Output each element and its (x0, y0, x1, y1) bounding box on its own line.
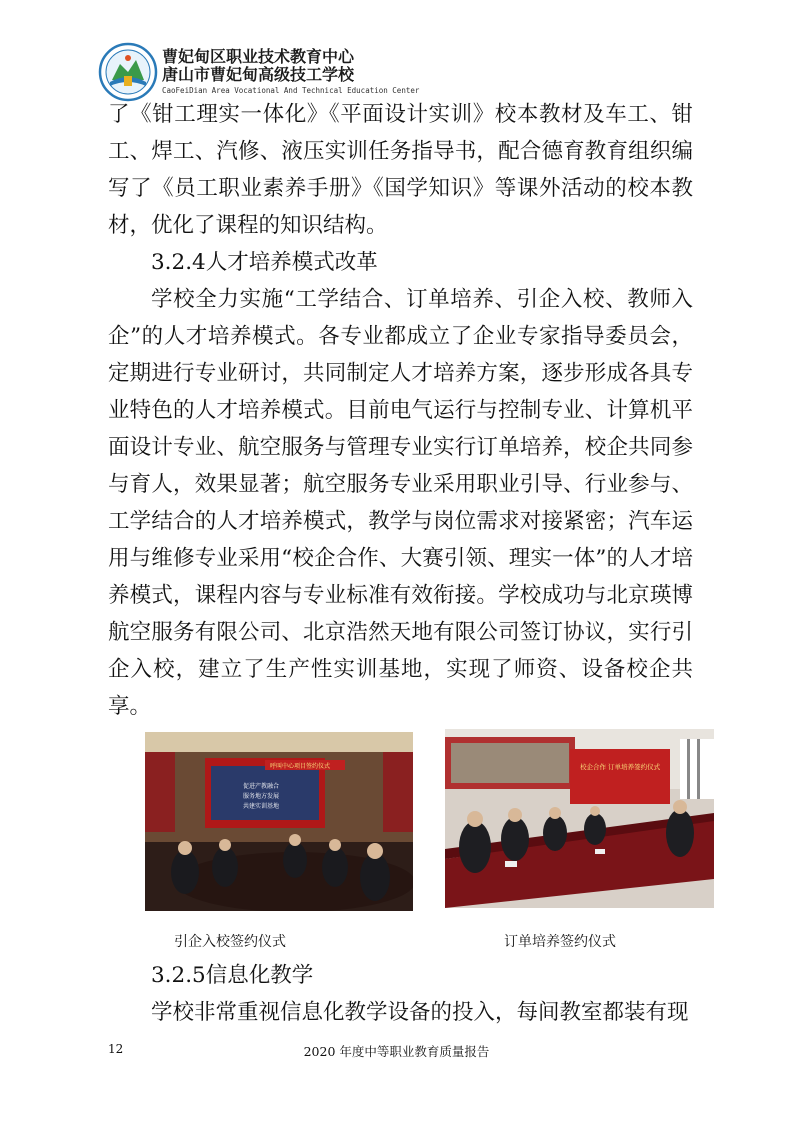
left-photo-banner: 呼叫中心项目签约仪式 (270, 763, 331, 770)
caption-order-training-signing: 订单培养签约仪式 (504, 934, 616, 950)
right-photo-banner: 校企合作 订单培养签约仪式 (580, 763, 661, 771)
footer-report-title: 2020 年度中等职业教育质量报告 (303, 1044, 490, 1059)
photo-order-training-signing (445, 729, 714, 908)
left-photo-screen-line-2: 服务地方发展 (243, 793, 280, 800)
section-heading-3-2-4: 3.2.4人才培养模式改革 (151, 250, 378, 275)
left-photo-screen-line-3: 共建实训基地 (243, 803, 280, 810)
paragraph-informatization: 学校非常重视信息化教学设备的投入，每间教室都装有现 (151, 1000, 689, 1025)
school-name-english: CaoFeiDian Area Vocational And Technical Education Center (162, 86, 420, 95)
paragraph-training-model: 学校全力实施“工学结合、订单培养、引企入校、教师入企”的人才培养模式。各专业都成立了企业专家指导委员会，定期进行专业研讨，共同制定人才培养方案，逐步形成各具专业特色的人才培养模式。目前电气运行与控制专业、计算机平面设计专业、航空服务与管理专业实行订单培养，校企共同参与育人，效果显著；航空服务专业采用职业引导、行业参与、工学结合的人才培养模式，教学与岗位需求对接紧密；汽车运用与维修专业采用“校企合作、大赛引领、理实一体”的人才培养模式，课程内容与专业标准有效衔接。学校成功与北京瑛博航空服务有限公司、北京浩然天地有限公司签订协议，实行引企入校，建立了生产性实训基地，实现了师资、设备校企共享。 (108, 287, 693, 719)
school-logo (98, 42, 158, 102)
text-block-top (108, 96, 693, 725)
page-number: 12 (108, 1042, 124, 1056)
caption-enterprise-signing: 引企入校签约仪式 (174, 934, 286, 950)
section-heading-3-2-5: 3.2.5信息化教学 (151, 963, 314, 988)
school-name-primary: 曹妃甸区职业技术教育中心 (162, 47, 355, 66)
photo-enterprise-signing (145, 732, 413, 911)
left-photo-screen-line-1: 促进产教融合 (243, 783, 280, 790)
page-header (98, 42, 458, 102)
text-block-bottom (108, 957, 693, 1031)
paragraph-curriculum: 了《钳工理实一体化》《平面设计实训》校本教材及车工、钳工、焊工、汽修、液压实训任务指导书，配合德育教育组织编写了《员工职业素养手册》《国学知识》等课外活动的校本教材，优化了课程的知识结构。 (108, 102, 693, 238)
school-name-secondary: 唐山市曹妃甸高级技工学校 (162, 65, 355, 84)
